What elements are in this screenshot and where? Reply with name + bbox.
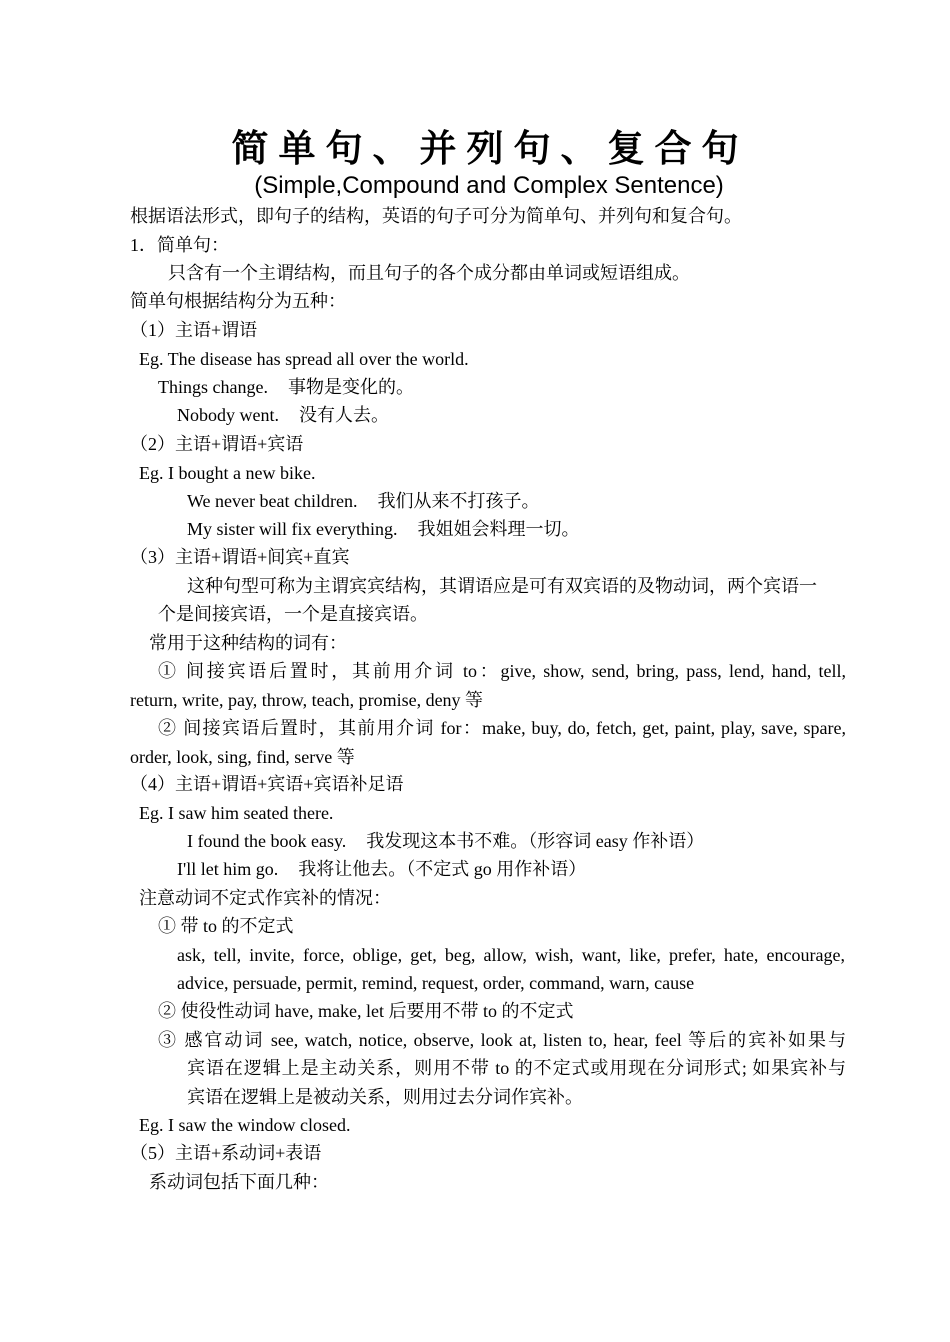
type-2-example-3 bbox=[187, 517, 579, 541]
type-5-description: 系动词包括下面几种： bbox=[149, 1172, 329, 1192]
note-3-line-1: ③ 感官动词 see, watch, notice, observe, look at, listen to, hear, feel 等后的宾补如果与 bbox=[158, 1030, 846, 1050]
type-3-heading: （3）主语+谓语+间宾+直宾 bbox=[130, 547, 350, 567]
example-english: Nobody went. bbox=[177, 405, 279, 425]
type-3-to-rule-line-1: ① 间接宾语后置时，其前用介词 to：give, show, send, bring, pass, lend, hand, tell, bbox=[158, 661, 846, 681]
type-5-heading: （5）主语+系动词+表语 bbox=[130, 1143, 322, 1163]
type-3-to-rule-line-2: return, write, pay, throw, teach, promise, deny 等 bbox=[130, 690, 484, 710]
example-chinese: 我姐姐会料理一切。 bbox=[417, 519, 580, 539]
type-2-heading: （2）主语+谓语+宾语 bbox=[130, 434, 304, 454]
note-3-line-3: 宾语在逻辑上是被动关系，则用过去分词作宾补。 bbox=[187, 1087, 583, 1107]
example-english: We never beat children. bbox=[187, 491, 358, 511]
note-3-example: Eg. I saw the window closed. bbox=[139, 1115, 351, 1135]
example-chinese: 我发现这本书不难。（形容词 easy 作补语） bbox=[366, 831, 705, 851]
type-4-example-2 bbox=[187, 829, 704, 853]
example-english: I'll let him go. bbox=[177, 859, 279, 879]
note-1-verb-list-line-2: advice, persuade, permit, remind, request, order, command, warn, cause bbox=[177, 973, 695, 993]
note-1-heading: ① 带 to 的不定式 bbox=[158, 916, 294, 936]
type-2-example-2 bbox=[187, 489, 539, 513]
example-chinese: 事物是变化的。 bbox=[287, 377, 414, 397]
type-3-common-words-intro: 常用于这种结构的词有： bbox=[149, 633, 347, 653]
example-english: I found the book easy. bbox=[187, 831, 347, 851]
example-chinese: 我将让他去。（不定式 go 用作补语） bbox=[298, 859, 587, 879]
section-heading-simple-sentence: 1．简单句： bbox=[130, 235, 229, 255]
infinitive-note-heading: 注意动词不定式作宾补的情况： bbox=[139, 888, 391, 908]
page-subtitle: (Simple,Compound and Complex Sentence) bbox=[254, 172, 724, 199]
type-1-example-2 bbox=[158, 375, 414, 399]
example-english: My sister will fix everything. bbox=[187, 519, 398, 539]
type-3-description-line-2: 个是间接宾语，一个是直接宾语。 bbox=[158, 604, 428, 624]
page-title: 简单句、并列句、复合句 bbox=[231, 127, 749, 170]
note-3-line-2: 宾语在逻辑上是主动关系，则用不带 to 的不定式或用现在分词形式; 如果宾补与 bbox=[187, 1058, 846, 1078]
five-types-intro: 简单句根据结构分为五种： bbox=[130, 291, 346, 311]
type-1-example-3 bbox=[177, 403, 389, 427]
note-2-causative-verbs: ② 使役性动词 have, make, let 后要用不带 to 的不定式 bbox=[158, 1001, 574, 1021]
intro-paragraph: 根据语法形式，即句子的结构，英语的句子可分为简单句、并列句和复合句。 bbox=[130, 206, 742, 226]
type-3-description-line-1: 这种句型可称为主谓宾宾结构，其谓语应是可有双宾语的及物动词，两个宾语一 bbox=[187, 576, 817, 596]
type-3-for-rule-line-1: ② 间接宾语后置时，其前用介词 for：make, buy, do, fetch, get, paint, play, save, spare, bbox=[158, 718, 846, 738]
type-4-heading: （4）主语+谓语+宾语+宾语补足语 bbox=[130, 774, 404, 794]
example-chinese: 我们从来不打孩子。 bbox=[377, 491, 540, 511]
type-4-example-3 bbox=[177, 857, 586, 881]
example-english: Things change. bbox=[158, 377, 268, 397]
simple-sentence-definition: 只含有一个主谓结构，而且句子的各个成分都由单词或短语组成。 bbox=[168, 263, 690, 283]
type-1-example-1: Eg. The disease has spread all over the world. bbox=[139, 349, 469, 369]
note-1-verb-list-line-1: ask, tell, invite, force, oblige, get, beg, allow, wish, want, like, prefer, hate, encourage, bbox=[177, 945, 845, 965]
example-chinese: 没有人去。 bbox=[299, 405, 389, 425]
type-1-heading: （1）主语+谓语 bbox=[130, 320, 258, 340]
type-3-for-rule-line-2: order, look, sing, find, serve 等 bbox=[130, 747, 355, 767]
type-4-example-1: Eg. I saw him seated there. bbox=[139, 803, 334, 823]
type-2-example-1: Eg. I bought a new bike. bbox=[139, 463, 316, 483]
